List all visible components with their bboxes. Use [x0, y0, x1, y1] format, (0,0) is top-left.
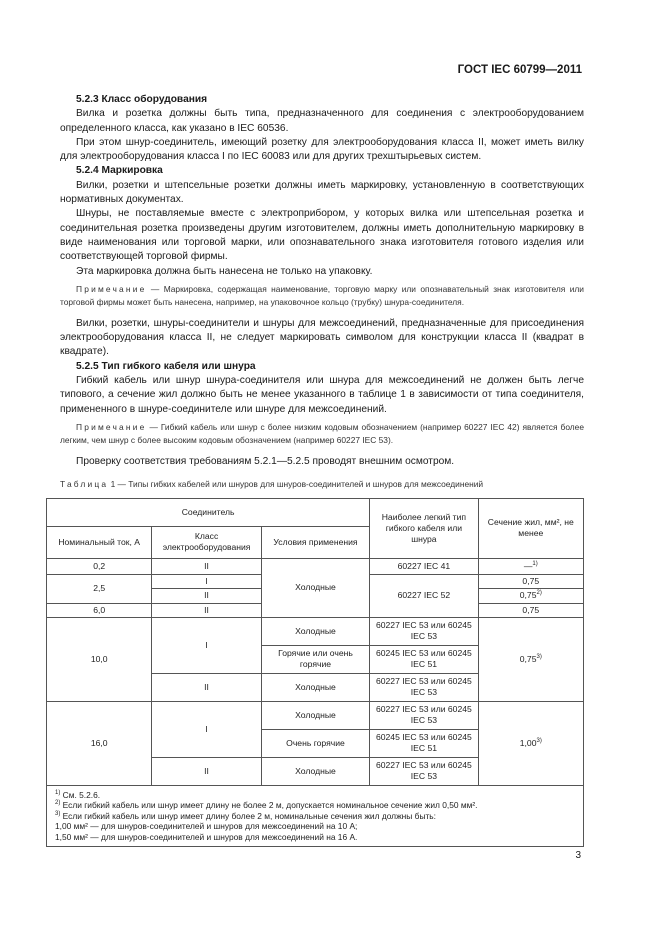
table-footnotes: [47, 785, 584, 847]
section-5-2-4-title: 5.2.4 Маркировка: [76, 165, 163, 177]
footnote-ref: 3): [536, 653, 542, 660]
cell-conditions: Холодные: [261, 617, 369, 645]
cell-cable: 60227 IEC 53 или 60245 IEC 53: [370, 617, 478, 645]
cell-cable: 60227 IEC 53 или 60245 IEC 53: [370, 757, 478, 785]
cell-conditions: Холодные: [261, 673, 369, 701]
footnote-ref: 1): [532, 560, 538, 567]
section-value: —: [523, 560, 533, 571]
section-value: 1,00: [519, 737, 537, 748]
cell-cable: 60227 IEC 53 или 60245 IEC 53: [370, 701, 478, 729]
footnote-1: [55, 790, 575, 801]
footnote-ref: 3): [536, 737, 542, 744]
cell-current: 16,0: [47, 701, 152, 785]
footnote-text: Если гибкий кабель или шнур имеет длину не более 2 м, допускается номинальное сечение жил 0,50 мм².: [60, 800, 478, 811]
table-row: [47, 617, 584, 645]
cell-conditions: Холодные: [261, 701, 369, 729]
header-lightest-cable: Наиболее легкий тип гибкого кабеля или шнура: [370, 498, 478, 558]
table-header-row: [47, 498, 584, 526]
cell-class: II: [152, 603, 261, 617]
note-label: Примечание: [76, 283, 147, 294]
footnote-3b: 1,50 мм² — для шнуров-соединителей и шнуров для межсоединений на 16 А.: [55, 831, 358, 842]
footnote-3: [55, 811, 575, 822]
table-caption-label: Таблица: [60, 479, 109, 490]
cell-class: II: [152, 558, 261, 574]
cell-section: [478, 558, 583, 574]
section-value: 0,75: [519, 653, 537, 664]
paragraph: При этом шнур-соединитель, имеющий розетку для электрооборудования класса II, может иметь вилку для электрооборудования класса I по IEC 60083 или для других трехштырьевых систем.: [60, 136, 584, 163]
table-caption-text: 1 — Типы гибких кабелей или шнуров для шнуров-соединителей и шнуров для межсоединений: [108, 479, 484, 490]
footnote-text: Если гибкий кабель или шнур имеет длину более 2 м, номинальные сечения жил должны быть:: [60, 810, 436, 821]
cable-types-table: [46, 498, 584, 848]
cell-cable: 60245 IEC 53 или 60245 IEC 51: [370, 645, 478, 673]
note-text: — Маркировка, содержащая наименование, торговую марку или опознавательный знак изготовителя или торговой фирмы может быть нанесена, например, на упаковочное кольцо (трубку) шнура-соединителя.: [60, 283, 584, 307]
cell-class: II: [152, 673, 261, 701]
paragraph: Эта маркировка должна быть нанесена не только на упаковку.: [76, 265, 373, 277]
cell-current: 0,2: [47, 558, 152, 574]
section-5-2-5-title: 5.2.5 Тип гибкого кабеля или шнура: [76, 360, 256, 372]
document-header: ГОСТ IEC 60799—2011: [457, 64, 582, 76]
document-body: [55, 93, 584, 847]
cell-conditions: Горячие или очень горячие: [261, 645, 369, 673]
cell-cable: 60227 IEC 52: [370, 574, 478, 617]
header-class: Класс электрооборудования: [152, 526, 261, 558]
paragraph: Шнуры, не поставляемые вместе с электроприбором, у которых вилка или штепсельная розетка и соединительная розетка произведены другим изготовителем, должны иметь дополнительную маркировку в виде наименования или торговой марки, или опознавательного знака изготовителя готового изделия или соответствующей торговой фирмы.: [60, 208, 584, 263]
paragraph: Вилка и розетка должны быть типа, предназначенного для соединения с электрооборудованием определенного класса, как указано в IEC 60536.: [60, 108, 584, 134]
note-2: [60, 421, 584, 447]
paragraph: Вилки, розетки, шнуры-соединители и шнуры для межсоединений, предназначенные для присоединения электрооборудования класса II, не следует маркировать символом для конструкции класса II (квадрат в квадрате).: [60, 317, 584, 358]
table-caption: [60, 477, 584, 491]
footnote-mark: 1): [55, 789, 61, 796]
cell-current: 6,0: [47, 603, 152, 617]
section-value: 0,75: [519, 590, 537, 601]
cell-section: [478, 701, 583, 785]
footnote-ref: 2): [536, 590, 542, 597]
cell-class: I: [152, 617, 261, 673]
note-text: — Гибкий кабель или шнур с более низким кодовым обозначением (например 60227 IEC 42) является более легким, чем шнур с более высоким кодовым обозначением (например 60227 IEC 53).: [60, 421, 584, 445]
cell-class: II: [152, 588, 261, 603]
cell-current: 10,0: [47, 617, 152, 701]
note-1: [60, 283, 584, 309]
header-conditions: Условия применения: [261, 526, 369, 558]
paragraph: Вилки, розетки и штепсельные розетки должны иметь маркировку, установленную в соответствующих нормативных документах.: [60, 179, 584, 206]
header-section: Сечение жил, мм², не менее: [478, 498, 583, 558]
header-connector: Соединитель: [47, 498, 370, 526]
cell-conditions: Холодные: [261, 757, 369, 785]
cell-current: 2,5: [47, 574, 152, 603]
header-current: Номинальный ток, А: [47, 526, 152, 558]
footnote-2: [55, 800, 575, 811]
cell-section: 0,75: [478, 603, 583, 617]
footnote-mark: 3): [55, 810, 61, 817]
cell-section: [478, 588, 583, 603]
cell-conditions: Очень горячие: [261, 729, 369, 757]
paragraph: Проверку соответствия требованиям 5.2.1—5.2.5 проводят внешним осмотром.: [76, 455, 455, 467]
cell-class: II: [152, 757, 261, 785]
section-5-2-3-title: 5.2.3 Класс оборудования: [76, 94, 208, 105]
note-label: Примечание: [76, 421, 147, 432]
cell-section: 0,75: [478, 574, 583, 588]
cell-cable: 60245 IEC 53 или 60245 IEC 51: [370, 729, 478, 757]
cell-cable: 60227 IEC 53 или 60245 IEC 53: [370, 673, 478, 701]
page-number: 3: [575, 850, 581, 861]
table-row: [47, 701, 584, 729]
footnote-text: См. 5.2.6.: [60, 789, 101, 800]
cell-class: I: [152, 574, 261, 588]
table-footnotes-row: [47, 785, 584, 847]
cell-cable: 60227 IEC 41: [370, 558, 478, 574]
footnote-3a: 1,00 мм² — для шнуров-соединителей и шнуров для межсоединений на 10 А;: [55, 821, 358, 832]
table-row: [47, 558, 584, 574]
cell-conditions: Холодные: [261, 558, 369, 617]
cell-class: I: [152, 701, 261, 757]
cell-section: [478, 617, 583, 701]
footnote-mark: 2): [55, 800, 61, 807]
paragraph: Гибкий кабель или шнур шнура-соединителя или шнура для межсоединений не должен быть легче типового, а сечение жил должно быть не менее указанного в таблице 1 в зависимости от типа соединителя, примененного в шнуре-соединителе или шнуре для межсоединений.: [60, 375, 584, 415]
